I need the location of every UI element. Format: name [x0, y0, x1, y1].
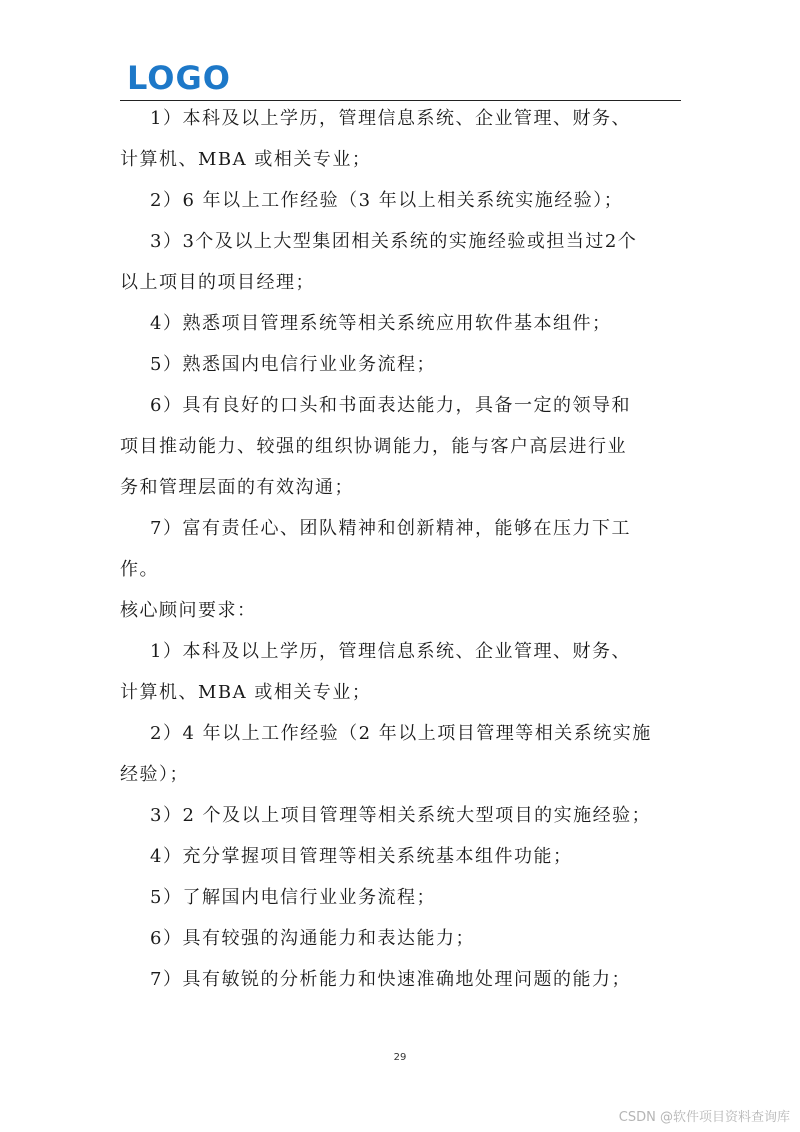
watermark: CSDN @软件项目资料查询库 — [618, 1110, 790, 1125]
page-number: 29 — [393, 1052, 407, 1063]
paragraph-line: 6）具有较强的沟通能力和表达能力； — [150, 928, 475, 949]
paragraph-line: 5）了解国内电信行业业务流程； — [150, 887, 436, 908]
continuation-line: 务和管理层面的有效沟通； — [120, 477, 354, 498]
continuation-line: 计算机、MBA 或相关专业； — [120, 682, 372, 703]
paragraph-line: 4）熟悉项目管理系统等相关系统应用软件基本组件； — [150, 313, 612, 334]
paragraph-line: 7）具有敏锐的分析能力和快速准确地处理问题的能力； — [150, 969, 631, 990]
continuation-line: 以上项目的项目经理； — [120, 272, 315, 293]
paragraph-line: 3）3个及以上大型集团相关系统的实施经验或担当过2个 — [150, 231, 638, 252]
paragraph-line: 2）6 年以上工作经验（3 年以上相关系统实施经验）； — [150, 190, 624, 211]
paragraph-line: 6）具有良好的口头和书面表达能力，具备一定的领导和 — [150, 395, 631, 416]
continuation-line: 项目推动能力、较强的组织协调能力，能与客户高层进行业 — [120, 436, 627, 457]
paragraph-line: 1）本科及以上学历，管理信息系统、企业管理、财务、 — [150, 108, 631, 129]
continuation-line: 核心顾问要求： — [120, 600, 257, 621]
paragraph-line: 7）富有责任心、团队精神和创新精神，能够在压力下工 — [150, 518, 631, 539]
paragraph-line: 1）本科及以上学历，管理信息系统、企业管理、财务、 — [150, 641, 631, 662]
continuation-line: 经验）； — [120, 764, 189, 785]
continuation-line: 计算机、MBA 或相关专业； — [120, 149, 372, 170]
paragraph-line: 5）熟悉国内电信行业业务流程； — [150, 354, 436, 375]
document-body — [120, 98, 685, 1000]
paragraph-line: 2）4 年以上工作经验（2 年以上项目管理等相关系统实施 — [150, 723, 652, 744]
paragraph-line: 3）2 个及以上项目管理等相关系统大型项目的实施经验； — [150, 805, 652, 826]
paragraph-line: 4）充分掌握项目管理等相关系统基本组件功能； — [150, 846, 573, 867]
logo: LOGO — [127, 59, 231, 97]
continuation-line: 作。 — [120, 559, 159, 580]
